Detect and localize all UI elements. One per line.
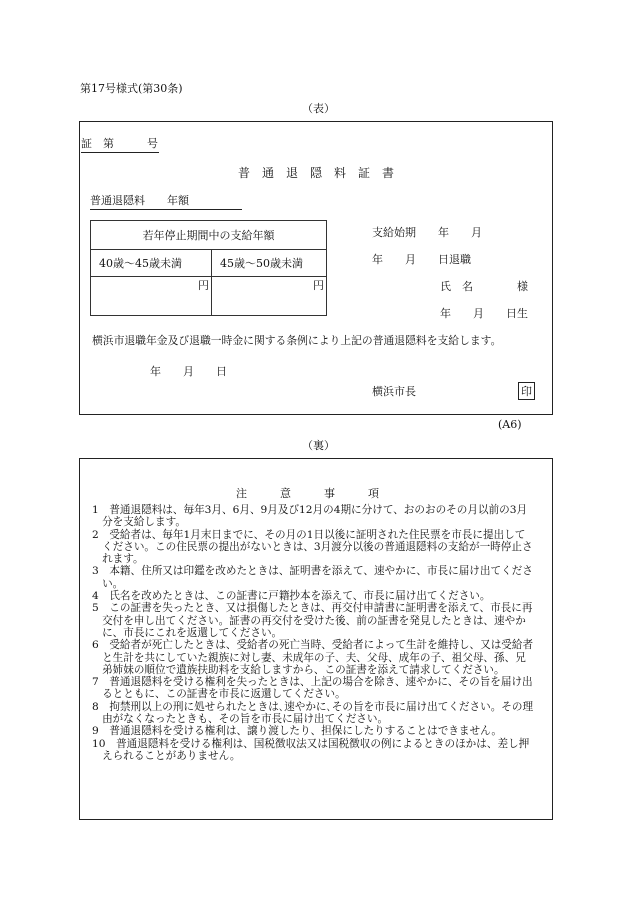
age-40-45-header: 40歳～45歳未満	[91, 250, 212, 277]
note-item: 2 受給者は、毎年1月末日までに、その月の1日以後に証明された住民票を市長に提出してください。この住民票の提出がないときは、3月渡分以後の普通退隠料の支給が一時停止されます。	[92, 528, 533, 566]
note-item: 7 普通退隠料を受ける権利を失ったときは、上記の場合を除き、速やかに、その旨を届け出るとともに、この証書を市長に返還してください。	[92, 676, 533, 701]
suspension-table	[90, 220, 327, 316]
certificate-title: 普 通 退 隠 料 証 書	[238, 166, 395, 180]
recipient-name: 氏 名 様	[440, 280, 528, 293]
age-40-45-amount: 円	[91, 277, 212, 316]
certificate-number: 証 第 号	[81, 135, 159, 153]
note-item: 9 普通退隠料を受ける権利は、譲り渡したり、担保にしたりすることはできません。	[92, 725, 502, 738]
note-item: 6 受給者が死亡したときは、受給者の死亡当時、受給者によって生計を維持し、又は受給者と生計を共にしていた親族に対し妻、未成年の子、夫、父母、成年の子、祖父母、孫、兄弟姉妹の順位で遺族扶助料を支給しますから、この証書を添えて請求してください。	[92, 639, 534, 676]
note-item: 4 氏名を改めたときは、この証書に戸籍抄本を添えて、市長に届け出てください。	[92, 590, 491, 603]
note-item: 3 本籍、住所又は印鑑を改めたときは、証明書を添えて、速やかに、市長に届け出てください。	[92, 565, 533, 590]
note-item: 8 拘禁刑以上の刑に処せられたときは､速やかに､その旨を市長に届け出てください。その理由がなくなったときも、その旨を市長に届け出てください。	[92, 700, 534, 726]
front-side-label: （表）	[302, 102, 335, 115]
paper-size: (A6)	[498, 418, 522, 431]
note-item: 10 普通退隠料を受ける権利は、国税徴収法又は国税徴収の例によるときのほかは、差し押えられることがありません。	[92, 737, 530, 762]
issue-date: 年 月 日	[150, 365, 227, 378]
retirement-date: 年 月 日退職	[372, 253, 471, 266]
notes-list	[92, 504, 534, 762]
payment-start: 支給始期 年 月	[372, 226, 482, 239]
suspension-header: 若年停止期間中の支給年額	[91, 221, 327, 250]
back-side-label: （裏）	[302, 439, 335, 452]
form-number: 第17号様式(第30条)	[80, 82, 183, 95]
annual-amount: 普通退隠料 年額	[90, 192, 242, 210]
note-item: 5 この証書を失ったとき、又は損傷したときは、再交付申請書に証明書を添えて、市長に再交付を申し出てください。証書の再交付を受けた後、前の証書を発見したときは、速やかに、市長にこれを返還してください。	[92, 602, 533, 639]
notes-heading: 注 意 事 項	[236, 487, 379, 500]
age-45-50-amount: 円	[212, 277, 327, 316]
age-45-50-header: 45歳～50歳未満	[212, 250, 327, 277]
note-item: 1 普通退隠料は、毎年3月、6月、9月及び12月の4期に分けて、おのおのその月以前の3月分を支給します。	[92, 504, 528, 529]
payment-statement: 横浜市退職年金及び退職一時金に関する条例により上記の普通退隠料を支給します。	[92, 334, 502, 347]
seal-mark: 印	[518, 382, 535, 400]
birth-date: 年 月 日生	[440, 307, 528, 320]
issuer: 横浜市長	[372, 385, 416, 398]
